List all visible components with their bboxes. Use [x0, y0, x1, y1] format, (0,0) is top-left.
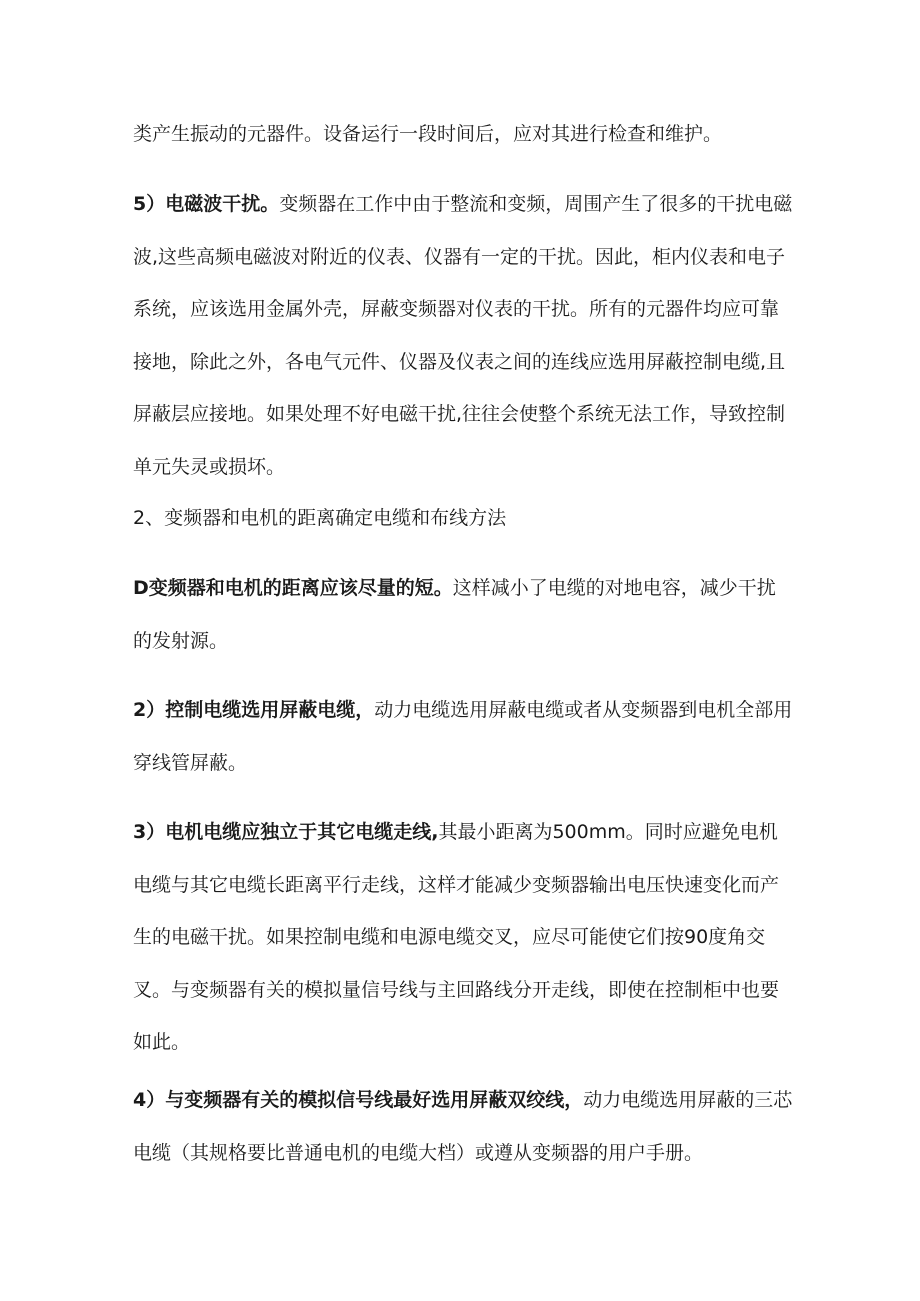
paragraph-lead: 4）与变频器有关的模拟信号线最好选用屏蔽双绞线，	[133, 1089, 584, 1111]
section-heading-text: 2、变频器和电机的距离确定电缆和布线方法	[133, 507, 507, 529]
paragraph-text: 动力电缆选用屏蔽的三芯电缆（其规格要比普通电机的电缆大档）或遵从变频器的用户手册。	[133, 1089, 793, 1164]
paragraph-signal-lines	[133, 1074, 793, 1179]
paragraph-shielded-cable	[133, 684, 793, 789]
paragraph-text: 动力电缆选用屏蔽电缆或者从变频器到电机全部用穿线管屏蔽。	[133, 699, 793, 774]
paragraph-lead: 2）控制电缆选用屏蔽电缆，	[133, 699, 375, 721]
paragraph-motor-cable-routing	[133, 806, 793, 1069]
paragraph-text: 这样减小了电缆的对地电容，减少干扰的发射源。	[133, 577, 776, 652]
paragraph-text: 类产生振动的元器件。设备运行一段时间后，应对其进行检查和维护。	[133, 123, 723, 145]
paragraph-text: 变频器在工作中由于整流和变频，周围产生了很多的干扰电磁波,这些高频电磁波对附近的仪表、仪器有一定的干扰。因此，柜内仪表和电子系统，应该选用金属外壳，屏蔽变频器对仪表的干扰。所有的元器件均应可靠接地，除此之外，各电气元件、仪器及仪表之间的连线应选用屏蔽控制电缆,且屏蔽层应接地。如果处理不好电磁干扰,往往会使整个系统无法工作，导致控制单元失灵或损坏。	[133, 193, 793, 478]
paragraph-electromagnetic-interference	[133, 178, 793, 493]
paragraph-maintenance	[133, 108, 793, 161]
paragraph-lead: 3）电机电缆应独立于其它电缆走线,	[133, 821, 439, 843]
paragraph-text: 其最小距离为500mm。同时应避免电机电缆与其它电缆长距离平行走线，这样才能减少变频器输出电压快速变化而产生的电磁干扰。如果控制电缆和电源电缆交叉，应尽可能使它们按90度角交叉。与变频器有关的模拟量信号线与主回路线分开走线，即使在控制柜中也要如此。	[133, 821, 780, 1053]
paragraph-lead: D变频器和电机的距离应该尽量的短。	[133, 577, 453, 599]
section-heading	[133, 492, 793, 545]
paragraph-distance	[133, 562, 793, 667]
paragraph-lead: 5）电磁波干扰。	[133, 193, 280, 215]
